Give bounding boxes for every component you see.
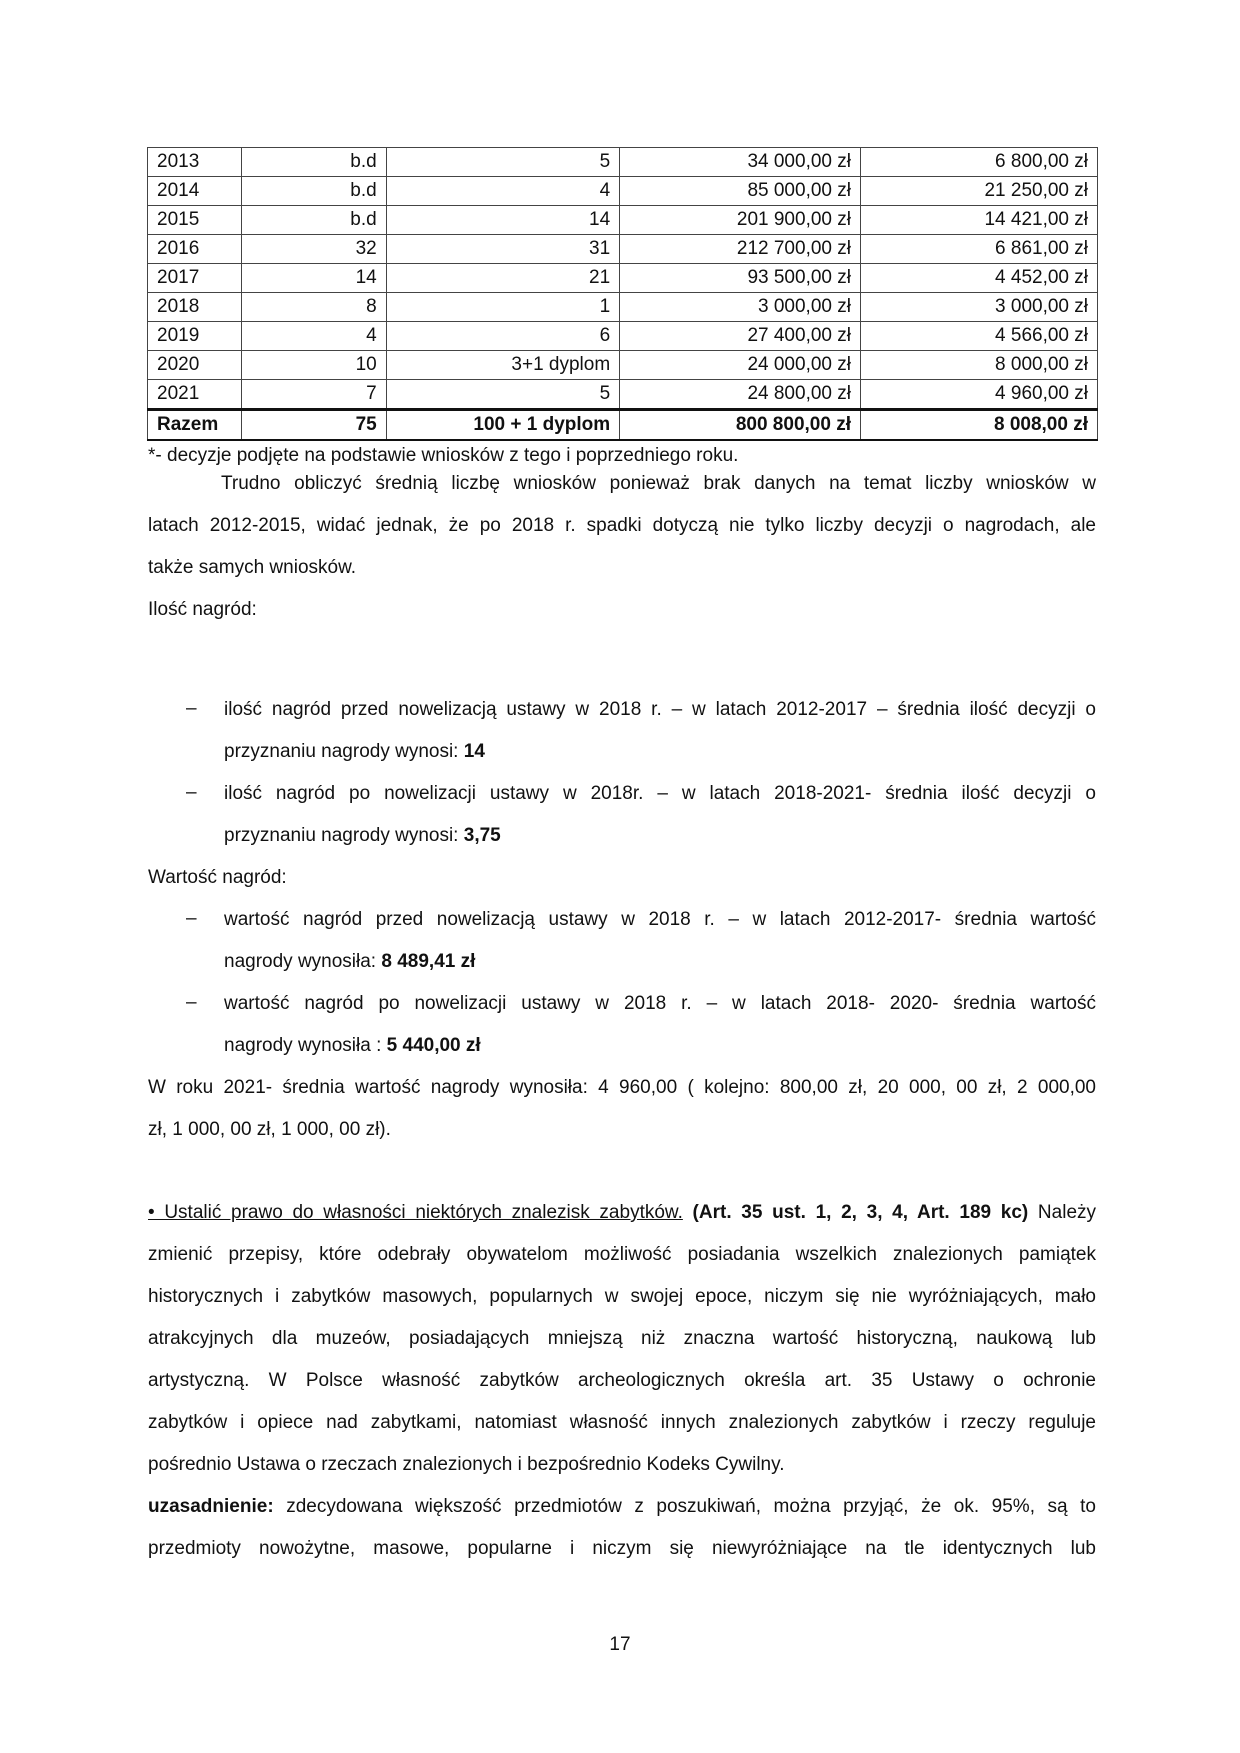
- table-cell: 2020: [148, 351, 242, 380]
- section-line-3: historycznych i zabytków masowych, popularnych w swojej epoce, niczym się nie wyróżniających, mało: [148, 1286, 1096, 1307]
- table-row: [148, 322, 1098, 351]
- table-cell: Razem: [148, 410, 242, 441]
- count-item-1-value: 14: [463, 741, 485, 762]
- section-line-5: artystyczną. W Polsce własność zabytków archeologicznych określa art. 35 Ustawy o ochronie: [148, 1370, 1096, 1391]
- table-row: [148, 177, 1098, 206]
- justification-line-1: uzasadnienie: zdecydowana większość przedmiotów z poszukiwań, można przyjąć, że ok. 95%, są to: [148, 1496, 1096, 1517]
- table-cell: 14: [242, 264, 386, 293]
- section-line-6: zabytków i opiece nad zabytkami, natomiast własność innych znalezionych zabytków i rzeczy reguluje: [148, 1412, 1096, 1433]
- table-cell: 4 452,00 zł: [860, 264, 1097, 293]
- section-heading: • Ustalić prawo do własności niektórych znalezisk zabytków.: [148, 1202, 683, 1223]
- year2021-line-2: zł, 1 000, 00 zł, 1 000, 00 zł).: [148, 1119, 391, 1140]
- year2021-line-1: W roku 2021- średnia wartość nagrody wynosiła: 4 960,00 ( kolejno: 800,00 zł, 20 000, 00 zł, 2 000,00: [148, 1077, 1096, 1098]
- intro-line-3: także samych wniosków.: [148, 557, 357, 578]
- value-item-2-line-1: wartość nagród po nowelizacji ustawy w 2018 r. – w latach 2018- 2020- średnia wartość: [224, 993, 1096, 1014]
- table-cell: 8 008,00 zł: [860, 410, 1097, 441]
- value-heading: Wartość nagród:: [148, 867, 287, 888]
- bullet-dash: –: [186, 782, 197, 803]
- table-cell: 75: [242, 410, 386, 441]
- page-number: 17: [609, 1634, 631, 1655]
- table-row: [148, 351, 1098, 380]
- value-item-2-value: 5 440,00 zł: [386, 1035, 481, 1056]
- awards-table: [147, 147, 1098, 441]
- table-cell: 201 900,00 zł: [620, 206, 861, 235]
- bullet-dash: –: [186, 908, 197, 929]
- table-cell: 21 250,00 zł: [860, 177, 1097, 206]
- count-item-2-line-2: przyznaniu nagrody wynosi: 3,75: [224, 825, 501, 846]
- table-cell: 3 000,00 zł: [620, 293, 861, 322]
- table-row: [148, 380, 1098, 410]
- table-cell: 8: [242, 293, 386, 322]
- table-cell: 2021: [148, 380, 242, 410]
- table-cell: 85 000,00 zł: [620, 177, 861, 206]
- table-cell: 6: [386, 322, 619, 351]
- section-line-1: • Ustalić prawo do własności niektórych znalezisk zabytków. (Art. 35 ust. 1, 2, 3, 4, Art. 189 kc) Należy: [148, 1202, 1097, 1223]
- table-cell: 6 800,00 zł: [860, 148, 1097, 177]
- table-cell: 5: [386, 148, 619, 177]
- table-row: [148, 293, 1098, 322]
- table-cell: 7: [242, 380, 386, 410]
- value-item-1-line-1: wartość nagród przed nowelizacją ustawy w 2018 r. – w latach 2012-2017- średnia wartość: [224, 909, 1096, 930]
- table-cell: 24 000,00 zł: [620, 351, 861, 380]
- table-cell: 4 960,00 zł: [860, 380, 1097, 410]
- table-cell: 8 000,00 zł: [860, 351, 1097, 380]
- table-total-row: [148, 410, 1098, 441]
- table-footnote: *- decyzje podjęte na podstawie wniosków z tego i poprzedniego roku.: [148, 445, 739, 466]
- count-item-2-line-1: ilość nagród po nowelizacji ustawy w 2018r. – w latach 2018-2021- średnia ilość decyzji o: [224, 783, 1096, 804]
- table-cell: 2015: [148, 206, 242, 235]
- table-cell: 21: [386, 264, 619, 293]
- table-cell: 2013: [148, 148, 242, 177]
- bullet-dash: –: [186, 698, 197, 719]
- table-cell: 3 000,00 zł: [860, 293, 1097, 322]
- table-cell: 31: [386, 235, 619, 264]
- table-cell: 4: [386, 177, 619, 206]
- table-row: [148, 148, 1098, 177]
- justification-label: uzasadnienie:: [148, 1496, 274, 1517]
- table-cell: 27 400,00 zł: [620, 322, 861, 351]
- table-row: [148, 264, 1098, 293]
- table-cell: 100 + 1 dyplom: [386, 410, 619, 441]
- table-cell: 5: [386, 380, 619, 410]
- count-item-1-line-1: ilość nagród przed nowelizacją ustawy w 2018 r. – w latach 2012-2017 – średnia ilość decyzji o: [224, 699, 1096, 720]
- table-cell: 2016: [148, 235, 242, 264]
- table-cell: 6 861,00 zł: [860, 235, 1097, 264]
- table-cell: 2017: [148, 264, 242, 293]
- table-cell: 2018: [148, 293, 242, 322]
- table-cell: 14: [386, 206, 619, 235]
- table-cell: 800 800,00 zł: [620, 410, 861, 441]
- table-cell: 14 421,00 zł: [860, 206, 1097, 235]
- table-cell: b.d: [242, 177, 386, 206]
- section-ref: (Art. 35 ust. 1, 2, 3, 4, Art. 189 kc): [682, 1202, 1029, 1223]
- table-cell: 3+1 dyplom: [386, 351, 619, 380]
- table-cell: 93 500,00 zł: [620, 264, 861, 293]
- table-cell: 4: [242, 322, 386, 351]
- intro-line-1: Trudno obliczyć średnią liczbę wniosków ponieważ brak danych na temat liczby wniosków w: [221, 473, 1096, 494]
- value-item-2-line-2: nagrody wynosiła : 5 440,00 zł: [224, 1035, 481, 1056]
- table-cell: 1: [386, 293, 619, 322]
- section-line-7: pośrednio Ustawa o rzeczach znalezionych i bezpośrednio Kodeks Cywilny.: [148, 1454, 785, 1475]
- table-cell: 32: [242, 235, 386, 264]
- table-cell: 212 700,00 zł: [620, 235, 861, 264]
- count-item-1-line-2: przyznaniu nagrody wynosi: 14: [224, 741, 485, 762]
- value-item-1-value: 8 489,41 zł: [381, 951, 476, 972]
- table-cell: 4 566,00 zł: [860, 322, 1097, 351]
- count-heading: Ilość nagród:: [148, 599, 257, 620]
- count-item-2-value: 3,75: [463, 825, 501, 846]
- section-line-4: atrakcyjnych dla muzeów, posiadających mniejszą niż znaczna wartość historyczną, naukową lub: [148, 1328, 1096, 1349]
- table-row: [148, 235, 1098, 264]
- value-item-1-line-2: nagrody wynosiła: 8 489,41 zł: [224, 951, 476, 972]
- intro-line-2: latach 2012-2015, widać jednak, że po 2018 r. spadki dotyczą nie tylko liczby decyzji o nagrodach, ale: [148, 515, 1096, 536]
- section-line-2: zmienić przepisy, które odebrały obywatelom możliwość posiadania wszelkich znalezionych pamiątek: [148, 1244, 1096, 1265]
- table-row: [148, 206, 1098, 235]
- justification-line-2: przedmioty nowożytne, masowe, popularne i niczym się niewyróżniające na tle identycznych lub: [148, 1538, 1096, 1559]
- bullet-dash: –: [186, 992, 197, 1013]
- table-cell: b.d: [242, 206, 386, 235]
- table-cell: 34 000,00 zł: [620, 148, 861, 177]
- table-cell: 10: [242, 351, 386, 380]
- table-cell: b.d: [242, 148, 386, 177]
- table-cell: 2014: [148, 177, 242, 206]
- table-cell: 2019: [148, 322, 242, 351]
- table-cell: 24 800,00 zł: [620, 380, 861, 410]
